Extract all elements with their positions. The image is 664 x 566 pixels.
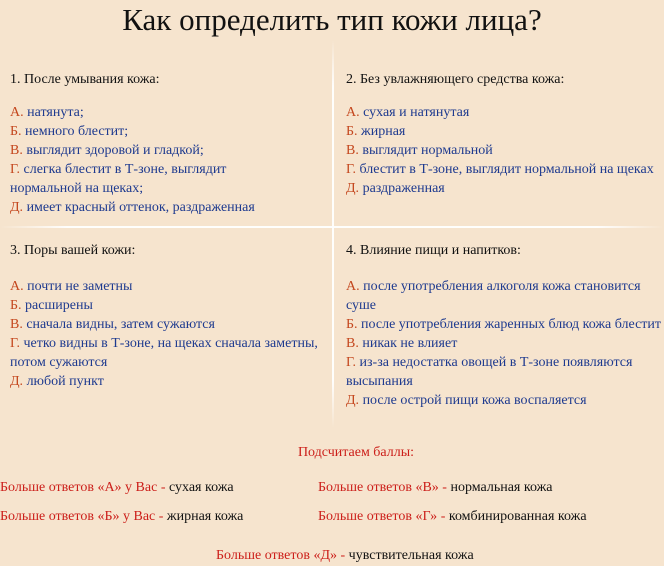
answer-letter: Б. [10, 124, 22, 139]
answer-letter: Б. [10, 298, 22, 313]
answer-text: сначала видны, затем сужаются [26, 317, 215, 332]
result-skin-type: жирная кожа [166, 509, 244, 524]
question-heading: 3. Поры вашей кожи: [10, 243, 136, 258]
answer-text: любой пункт [26, 374, 104, 389]
answer-text: выглядит здоровой и гладкой; [26, 143, 204, 158]
answer-option [10, 141, 328, 160]
answer-option [346, 179, 664, 198]
answer-text: после острой пищи кожа воспаляется [362, 393, 587, 408]
answer-letter: А. [10, 105, 24, 120]
answer-text: никак не влияет [362, 336, 458, 351]
answer-option [10, 296, 330, 315]
answer-text: немного блестит; [25, 124, 129, 139]
question-heading: 4. Влияние пищи и напитков: [346, 243, 521, 258]
answer-option [346, 141, 664, 160]
answer-letter: В. [346, 336, 359, 351]
answer-text: после употребления жаренных блюд кожа блестит [361, 317, 662, 332]
answer-option [346, 160, 664, 179]
answer-letter: В. [10, 317, 23, 332]
result-line [0, 507, 243, 526]
answer-text: почти не заметны [27, 279, 133, 294]
answer-option [10, 103, 328, 122]
result-condition: Больше ответов «Б» у Вас [0, 509, 156, 524]
answer-letter: В. [346, 143, 359, 158]
answer-option [346, 103, 664, 122]
answer-option [10, 198, 328, 217]
answer-option [10, 122, 328, 141]
result-condition: Больше ответов «А» у Вас [0, 480, 158, 495]
result-condition: Больше ответов «В» [318, 480, 439, 495]
result-condition: Больше ответов «Г» [318, 509, 438, 524]
answer-text: выглядит нормальной [362, 143, 493, 158]
result-dash: - [438, 480, 451, 495]
result-dash: - [155, 509, 167, 524]
vertical-divider [332, 40, 334, 428]
answer-text: сухая и натянутая [363, 105, 470, 120]
answer-option [10, 315, 330, 334]
answer-option [10, 160, 280, 198]
answer-option [10, 334, 330, 372]
answer-letter: А. [10, 279, 24, 294]
answer-letter: А. [346, 279, 360, 294]
result-skin-type: комбинированная кожа [448, 509, 587, 524]
answer-letter: Д. [10, 200, 24, 215]
answer-text: четко видны в Т-зоне, на щеках сначала заметны, потом сужаются [10, 336, 318, 370]
result-line [216, 546, 474, 565]
answer-letter: В. [10, 143, 23, 158]
answer-text: имеет красный оттенок, раздраженная [26, 200, 255, 215]
answer-text: натянута; [27, 105, 84, 120]
result-line [318, 478, 552, 497]
result-dash: - [337, 548, 349, 563]
question-3-block [10, 241, 330, 391]
answer-text: блестит в Т-зоне, выглядит нормальной на щеках [359, 162, 654, 177]
question-2-block [346, 70, 664, 198]
result-skin-type: нормальная кожа [450, 480, 553, 495]
answer-letter: Г. [346, 355, 357, 370]
page-title: Как определить тип кожи лица? [122, 2, 542, 37]
answer-letter: Д. [346, 181, 360, 196]
answer-letter: Д. [10, 374, 24, 389]
result-line [318, 507, 587, 526]
answer-letter: Г. [346, 162, 357, 177]
answer-option [10, 277, 330, 296]
answer-text: слегка блестит в Т-зоне, выглядит нормальной на щеках; [10, 162, 227, 196]
horizontal-divider [0, 226, 664, 228]
result-dash: - [437, 509, 449, 524]
result-dash: - [157, 480, 169, 495]
answer-option [10, 372, 330, 391]
answer-text: раздраженная [362, 181, 445, 196]
question-heading: 1. После умывания кожа: [10, 72, 160, 87]
result-condition: Больше ответов «Д» [216, 548, 337, 563]
answer-text: расширены [25, 298, 93, 313]
question-4-block [346, 241, 664, 410]
question-heading: 2. Без увлажняющего средства кожа: [346, 72, 565, 87]
result-skin-type: сухая кожа [169, 480, 234, 495]
answer-option [346, 391, 664, 410]
answer-letter: А. [346, 105, 360, 120]
answer-option [346, 315, 664, 334]
answer-letter: Г. [10, 162, 21, 177]
score-heading: Подсчитаем баллы: [297, 445, 415, 460]
answer-letter: Д. [346, 393, 360, 408]
answer-text: жирная [361, 124, 406, 139]
result-skin-type: чувствительная кожа [348, 548, 474, 563]
result-line [0, 478, 234, 497]
answer-option [346, 334, 664, 353]
question-1-block [10, 70, 328, 217]
answer-letter: Б. [346, 317, 358, 332]
answer-letter: Г. [10, 336, 21, 351]
answer-option [346, 353, 664, 391]
answer-letter: Б. [346, 124, 358, 139]
answer-option [346, 277, 664, 315]
answer-text: после употребления алкоголя кожа становится суше [346, 279, 641, 313]
answer-option [346, 122, 664, 141]
answer-text: из-за недостатка овощей в Т-зоне появляются высыпания [346, 355, 633, 389]
